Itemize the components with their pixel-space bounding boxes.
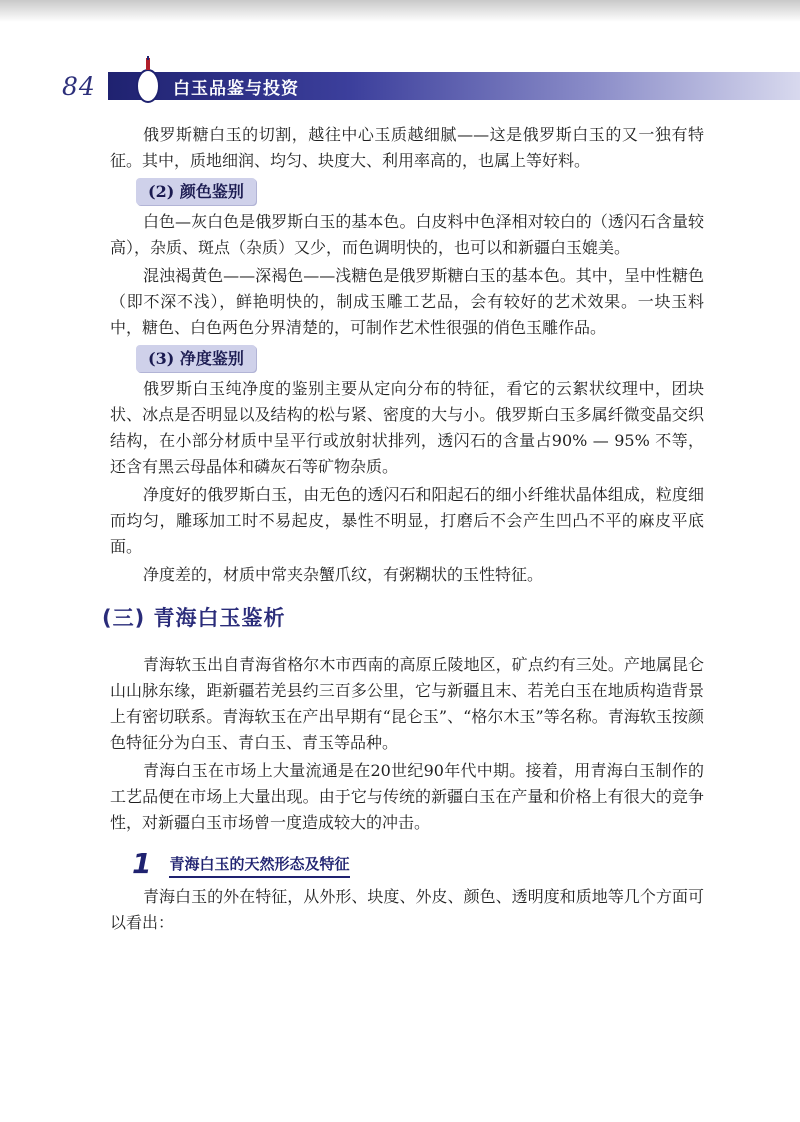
brush-logo-icon bbox=[133, 56, 163, 104]
subsection-label-purity: (3) 净度鉴别 bbox=[136, 345, 256, 372]
paragraph: 白色—灰白色是俄罗斯白玉的基本色。白皮料中色泽相对较白的（透闪石含量较高），杂质、斑点（杂质）又少，而色调明快的，也可以和新疆白玉媲美。 bbox=[110, 212, 704, 257]
paragraph: 净度差的，材质中常夹杂蟹爪纹，有粥糊状的玉性特征。 bbox=[143, 565, 544, 584]
subsection-label-color: (2) 颜色鉴别 bbox=[136, 178, 256, 205]
subsection-number: 1 bbox=[132, 847, 152, 880]
paragraph: 俄罗斯糖白玉的切割，越往中心玉质越细腻——这是俄罗斯白玉的又一独有特征。其中，质地细润、均匀、块度大、利用率高的，也属上等好料。 bbox=[110, 125, 704, 170]
paragraph: 青海软玉出自青海省格尔木市西南的高原丘陵地区，矿点约有三处。产地属昆仑山山脉东缘，距新疆若羌县约三百多公里，它与新疆且末、若羌白玉在地质构造背景上有密切联系。青海软玉在产出早期有“昆仑玉”、“格尔木玉”等名称。青海软玉按颜色特征分为白玉、青白玉、青玉等品种。 bbox=[110, 655, 704, 752]
page-body bbox=[102, 122, 704, 938]
section-title: (三) 青海白玉鉴析 bbox=[102, 606, 286, 630]
paragraph: 净度好的俄罗斯白玉，由无色的透闪石和阳起石的细小纤维状晶体组成，粒度细而均匀，雕琢加工时不易起皮，暴性不明显，打磨后不会产生凹凸不平的麻皮平底面。 bbox=[110, 485, 704, 556]
subsection-heading bbox=[132, 847, 704, 880]
book-title: 白玉品鉴与投资 bbox=[173, 79, 299, 99]
page-number: 84 bbox=[62, 72, 96, 101]
scan-top-edge bbox=[0, 0, 800, 22]
paragraph: 俄罗斯白玉纯净度的鉴别主要从定向分布的特征，看它的云絮状纹理中，团块状、冰点是否明显以及结构的松与紧、密度的大与小。俄罗斯白玉多属纤微变晶交织结构，在小部分材质中呈平行或放射状排列，透闪石的含量占90% — 95% 不等，还含有黑云母晶体和磷灰石等矿物杂质。 bbox=[110, 379, 704, 476]
paragraph: 青海白玉的外在特征，从外形、块度、外皮、颜色、透明度和质地等几个方面可以看出： bbox=[110, 887, 704, 932]
subsection-title: 青海白玉的天然形态及特征 bbox=[169, 853, 349, 878]
paragraph: 青海白玉在市场上大量流通是在20世纪90年代中期。接着，用青海白玉制作的工艺品便在市场上大量出现。由于它与传统的新疆白玉在产量和价格上有很大的竞争性，对新疆白玉市场曾一度造成较大的冲击。 bbox=[110, 761, 704, 832]
paragraph: 混浊褐黄色——深褐色——浅糖色是俄罗斯糖白玉的基本色。其中，呈中性糖色（即不深不浅），鲜艳明快的，制成玉雕工艺品，会有较好的艺术效果。一块玉料中，糖色、白色两色分界清楚的，可制作艺术性很强的俏色玉雕作品。 bbox=[110, 266, 704, 337]
